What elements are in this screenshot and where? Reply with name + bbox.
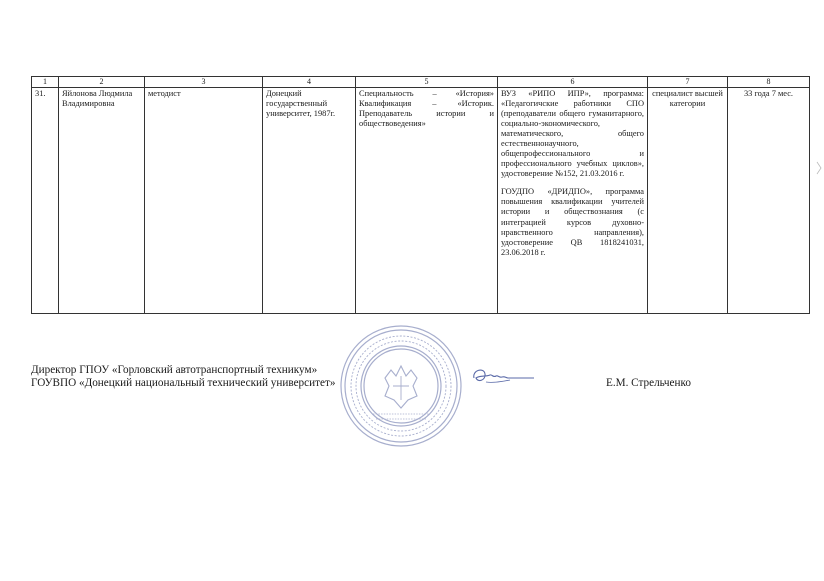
employee-category: специалист высшей категории xyxy=(648,87,728,313)
director-title-line-1: Директор ГПОУ «Горловский автотранспортный техникум» xyxy=(31,364,318,376)
official-stamp-icon xyxy=(338,320,464,452)
column-header: 7 xyxy=(648,77,728,88)
training-record-1: ВУЗ «РИПО ИПР», программа: «Педагогичские работники СПО (преподаватели общего гуманитарного, социально-экономического, математического, общего естественнонаучного, общепрофессионального и профессионального учебных циклов», удостоверение №152, 21.03.2016 г. xyxy=(501,88,644,179)
margin-mark-icon xyxy=(815,160,823,176)
signature-icon xyxy=(470,366,536,386)
training-record-2: ГОУДПО «ДРИДПО», программа повышения квалификации учителей истории и обществознания (с интеграцией курсов духовно-нравственного направления), удостоверение QB 1818241031, 23.06.2018 г. xyxy=(501,187,644,257)
employee-training xyxy=(498,87,648,313)
director-title-line-2: ГОУВПО «Донецкий национальный технический университет» xyxy=(31,377,336,389)
table-row xyxy=(32,87,810,313)
table-header-row xyxy=(32,77,810,88)
row-number: 31. xyxy=(32,87,59,313)
column-header: 5 xyxy=(356,77,498,88)
column-header: 3 xyxy=(145,77,263,88)
staff-table xyxy=(31,76,810,314)
employee-specialty: Специальность – «История» Квалификация – «Историк. Преподаватель истории и обществоведения» xyxy=(356,87,498,313)
column-header: 4 xyxy=(263,77,356,88)
column-header: 6 xyxy=(498,77,648,88)
employee-experience: 33 года 7 мес. xyxy=(728,87,810,313)
column-header: 8 xyxy=(728,77,810,88)
column-header: 1 xyxy=(32,77,59,88)
employee-name: Яйлонова Людмила Владимировна xyxy=(59,87,145,313)
employee-education: Донецкий государственный университет, 1987г. xyxy=(263,87,356,313)
employee-position: методист xyxy=(145,87,263,313)
director-name: Е.М. Стрельченко xyxy=(606,377,691,389)
column-header: 2 xyxy=(59,77,145,88)
